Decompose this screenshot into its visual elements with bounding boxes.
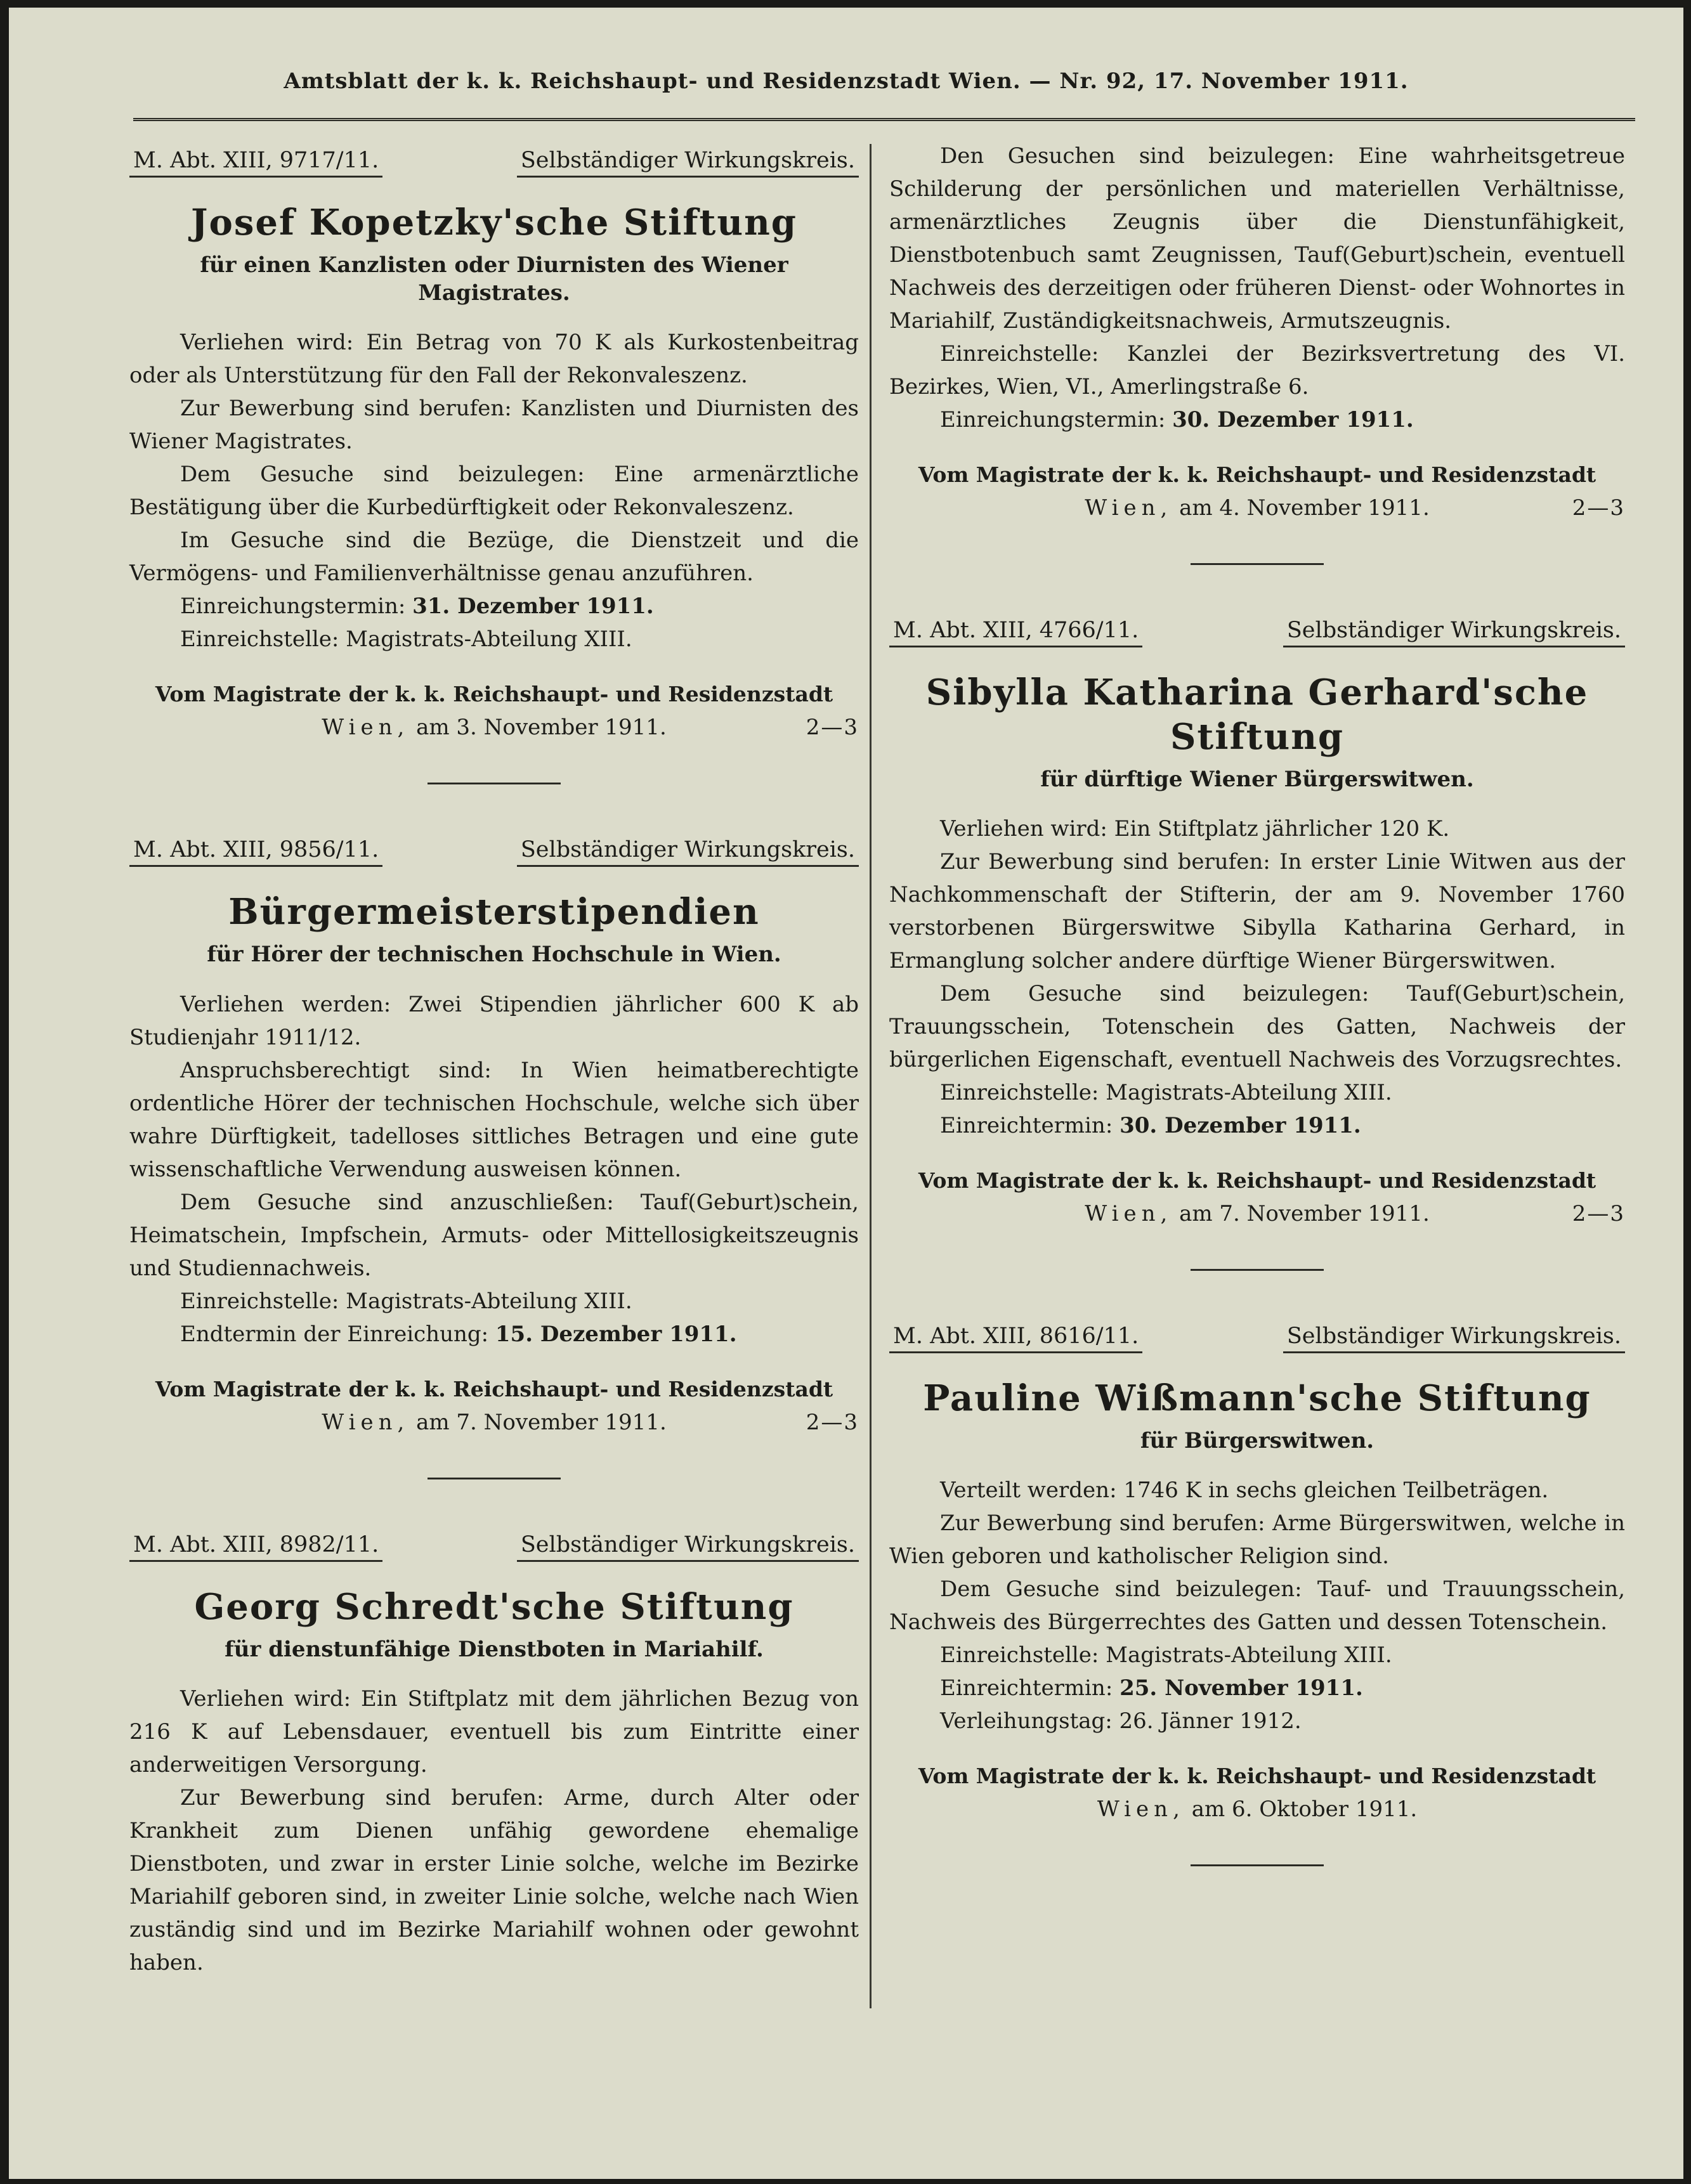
reference-number: M. Abt. XIII, 9717/11. <box>129 148 382 178</box>
notice-header <box>889 1315 1625 1356</box>
insertion-count: 2—3 <box>806 1409 859 1435</box>
notice-header <box>129 1524 859 1564</box>
paragraph: Verliehen wird: Ein Stiftplatz mit dem jährlichen Bezug von 216 K auf Lebensdauer, eventuell bis zum Eintritte einer anderweitigen Versorgung. <box>129 1686 859 1778</box>
reference-number: M. Abt. XIII, 8616/11. <box>889 1323 1142 1353</box>
place-name: Wien, <box>1085 1201 1173 1227</box>
term-label: Einreichstelle: <box>180 1288 339 1314</box>
term-value: 15. Dezember 1911. <box>495 1321 737 1347</box>
notice-gerhard <box>889 609 1625 1271</box>
term-line <box>889 1705 1625 1738</box>
term-value: 30. Dezember 1911. <box>1120 1113 1361 1139</box>
paragraph: Zur Bewerbung sind berufen: Arme, durch Alter oder Krankheit zum Dienen unfähig gewordene ehemalige Dienstboten, und zwar in erster Linie solche, welche im Bezirke Mariahilf geboren sind, in zweiter Linie solche, welche nach Wien zuständig sind und im Bezirke Mariahilf wohnen oder gewohnt haben. <box>129 1784 859 1975</box>
place-date-row <box>889 1197 1625 1231</box>
paragraph: Zur Bewerbung sind berufen: Arme Bürgerswitwen, welche in Wien geboren und katholischer Religion sind. <box>889 1511 1625 1570</box>
term-value: 31. Dezember 1911. <box>412 594 654 620</box>
jurisdiction-label: Selbständiger Wirkungskreis. <box>517 837 859 867</box>
term-line <box>889 1672 1625 1705</box>
paragraph: Anspruchsberechtigt sind: In Wien heimatberechtigte ordentliche Hörer der technischen Hochschule, welche sich über wahre Dürftigkeit, tadelloses sittliches Betragen und eine gute wissenschaftliche Verwendung ausweisen können. <box>129 1057 859 1182</box>
signature-line: Vom Magistrate der k. k. Reichshaupt- und Residenzstadt <box>918 1764 1596 1789</box>
term-line <box>889 403 1625 436</box>
place-name: Wien, <box>322 1409 410 1435</box>
notice-header <box>129 829 859 869</box>
place-name: Wien, <box>1085 495 1173 521</box>
insertion-count: 2—3 <box>806 715 859 741</box>
term-value: Magistrats-Abteilung XIII. <box>346 1288 632 1314</box>
issue-date: am 7. November 1911. <box>416 1409 667 1435</box>
notice-wissmann <box>889 1315 1625 1866</box>
notice-subtitle: für dürftige Wiener Bürgerswitwen. <box>1040 767 1474 792</box>
notice-schredt <box>129 1524 859 1979</box>
paragraph: Dem Gesuche sind beizulegen: Tauf- und Trauungsschein, Nachweis des Bürgerrechtes des Gatten und dessen Totenschein. <box>889 1576 1625 1635</box>
notice-header <box>129 140 859 180</box>
term-label: Einreichtermin: <box>940 1675 1113 1701</box>
notice-subtitle: für dienstunfähige Dienstboten in Mariahilf. <box>225 1636 764 1662</box>
paragraph: Zur Bewerbung sind berufen: Kanzlisten und Diurnisten des Wiener Magistrates. <box>129 396 859 455</box>
paragraph: Verliehen wird: Ein Stiftplatz jährlicher 120 K. <box>940 816 1450 842</box>
insertion-count: 2—3 <box>1572 495 1625 521</box>
term-label: Endtermin der Einreichung: <box>180 1321 489 1347</box>
term-label: Verleihungstag: <box>940 1708 1113 1734</box>
term-line <box>129 623 859 656</box>
reference-number: M. Abt. XIII, 8982/11. <box>129 1532 382 1562</box>
notice-title: Josef Kopetzky'sche Stiftung <box>191 202 797 244</box>
notice-buergermeisterstipendien <box>129 829 859 1479</box>
column-divider <box>870 144 872 2008</box>
notice-header <box>889 609 1625 650</box>
term-label: Einreichstelle: <box>940 1642 1099 1668</box>
term-line <box>129 590 859 623</box>
signature-line: Vom Magistrate der k. k. Reichshaupt- und Residenzstadt <box>155 682 833 707</box>
place-name: Wien, <box>322 715 410 741</box>
paragraph: Verliehen werden: Zwei Stipendien jährlicher 600 K ab Studienjahr 1911/12. <box>129 991 859 1050</box>
term-value: Magistrats-Abteilung XIII. <box>1106 1642 1392 1668</box>
jurisdiction-label: Selbständiger Wirkungskreis. <box>1283 1323 1625 1353</box>
issue-date: am 3. November 1911. <box>416 715 667 741</box>
issue-date: am 6. Oktober 1911. <box>1191 1797 1418 1823</box>
issue-date: am 7. November 1911. <box>1179 1201 1430 1227</box>
insertion-count: 2—3 <box>1572 1201 1625 1227</box>
section-divider <box>1191 1864 1324 1866</box>
paragraph: Dem Gesuche sind beizulegen: Tauf(Geburt)schein, Trauungsschein, Totenschein des Gatten, Nachweis der bürgerlichen Eigenschaft, eventuell Nachweis des Vorzugsrechtes. <box>889 981 1625 1073</box>
term-label: Einreichungstermin: <box>940 407 1166 432</box>
paragraph: Den Gesuchen sind beizulegen: Eine wahrheitsgetreue Schilderung der persönlichen und materiellen Verhältnisse, armenärztliches Zeugnis über die Dienstunfähigkeit, Dienstbotenbuch samt Zeugnissen, Tauf(Geburt)schein, eventuell Nachweis des derzeitigen oder früheren Dienst- oder Wohnortes in Mariahilf, Zuständigkeitsnachweis, Armutszeugnis. <box>889 143 1625 334</box>
term-value: 26. Jänner 1912. <box>1119 1708 1302 1734</box>
term-line <box>129 1285 859 1318</box>
notice-subtitle: für Hörer der technischen Hochschule in Wien. <box>207 942 781 968</box>
page-header: Amtsblatt der k. k. Reichshaupt- und Residenzstadt Wien. — Nr. 92, 17. November 1911. <box>284 68 1409 94</box>
notice-subtitle: für einen Kanzlisten oder Diurnisten des Wiener Magistrates. <box>200 252 788 306</box>
reference-number: M. Abt. XIII, 9856/11. <box>129 837 382 867</box>
notice-schredt-continued <box>889 140 1625 565</box>
header-rule <box>133 118 1635 121</box>
term-label: Einreichungstermin: <box>180 594 406 620</box>
term-line <box>889 1639 1625 1672</box>
term-label: Einreichstelle: <box>180 627 339 653</box>
paragraph: Einreichstelle: Kanzlei der Bezirksvertretung des VI. Bezirkes, Wien, VI., Amerlingstraße 6. <box>889 341 1625 400</box>
notice-title: Georg Schredt'sche Stiftung <box>194 1585 794 1628</box>
term-value: 25. November 1911. <box>1120 1675 1363 1701</box>
issue-date: am 4. November 1911. <box>1179 495 1430 521</box>
paragraph: Dem Gesuche sind beizulegen: Eine armenärztliche Bestätigung über die Kurbedürftigkeit oder Rekonvaleszenz. <box>129 462 859 521</box>
gazette-page <box>9 8 1683 2179</box>
paragraph: Dem Gesuche sind anzuschließen: Tauf(Geburt)schein, Heimatschein, Impfschein, Armuts- oder Mittellosigkeitszeugnis und Studiennachweis. <box>129 1189 859 1281</box>
jurisdiction-label: Selbständiger Wirkungskreis. <box>517 1532 859 1562</box>
left-column <box>129 140 859 1979</box>
paragraph: Verteilt werden: 1746 K in sechs gleichen Teilbeträgen. <box>940 1478 1549 1504</box>
place-date-row <box>129 1405 859 1440</box>
term-line <box>889 1076 1625 1109</box>
jurisdiction-label: Selbständiger Wirkungskreis. <box>1283 618 1625 647</box>
term-label: Einreichtermin: <box>940 1113 1113 1139</box>
place-date-row <box>129 710 859 744</box>
term-value: Magistrats-Abteilung XIII. <box>346 627 632 653</box>
notice-subtitle: für Bürgerswitwen. <box>1140 1428 1374 1454</box>
term-line <box>129 1318 859 1351</box>
notice-kopetzky <box>129 140 859 784</box>
reference-number: M. Abt. XIII, 4766/11. <box>889 618 1142 647</box>
place-date-row <box>889 1792 1625 1826</box>
notice-title: Sibylla Katharina Gerhard'sche Stiftung <box>925 672 1589 758</box>
signature-line: Vom Magistrate der k. k. Reichshaupt- und Residenzstadt <box>155 1376 833 1401</box>
paragraph: Zur Bewerbung sind berufen: In erster Linie Witwen aus der Nachkommenschaft der Stifterin, der am 9. November 1760 verstorbenen Bürgerswitwe Sibylla Katharina Gerhard, in Ermanglung solcher andere dürftige Wiener Bürgerswitwen. <box>889 849 1625 974</box>
right-column <box>889 140 1625 1866</box>
notice-title: Bürgermeisterstipendien <box>228 891 760 933</box>
paragraph: Im Gesuche sind die Bezüge, die Dienstzeit und die Vermögens- und Familienverhältnisse genau anzuführen. <box>129 528 859 587</box>
notice-title: Pauline Wißmann'sche Stiftung <box>923 1377 1591 1420</box>
jurisdiction-label: Selbständiger Wirkungskreis. <box>517 148 859 178</box>
term-value: 30. Dezember 1911. <box>1172 407 1414 432</box>
signature-line: Vom Magistrate der k. k. Reichshaupt- und Residenzstadt <box>918 462 1596 487</box>
term-value: Magistrats-Abteilung XIII. <box>1106 1080 1392 1106</box>
term-line <box>889 1109 1625 1142</box>
signature-line: Vom Magistrate der k. k. Reichshaupt- und Residenzstadt <box>918 1168 1596 1193</box>
paragraph: Verliehen wird: Ein Betrag von 70 K als Kurkostenbeitrag oder als Unterstützung für den Fall der Rekonvaleszenz. <box>129 330 859 389</box>
term-label: Einreichstelle: <box>940 1080 1099 1106</box>
place-name: Wien, <box>1097 1797 1185 1823</box>
place-date-row <box>889 491 1625 525</box>
